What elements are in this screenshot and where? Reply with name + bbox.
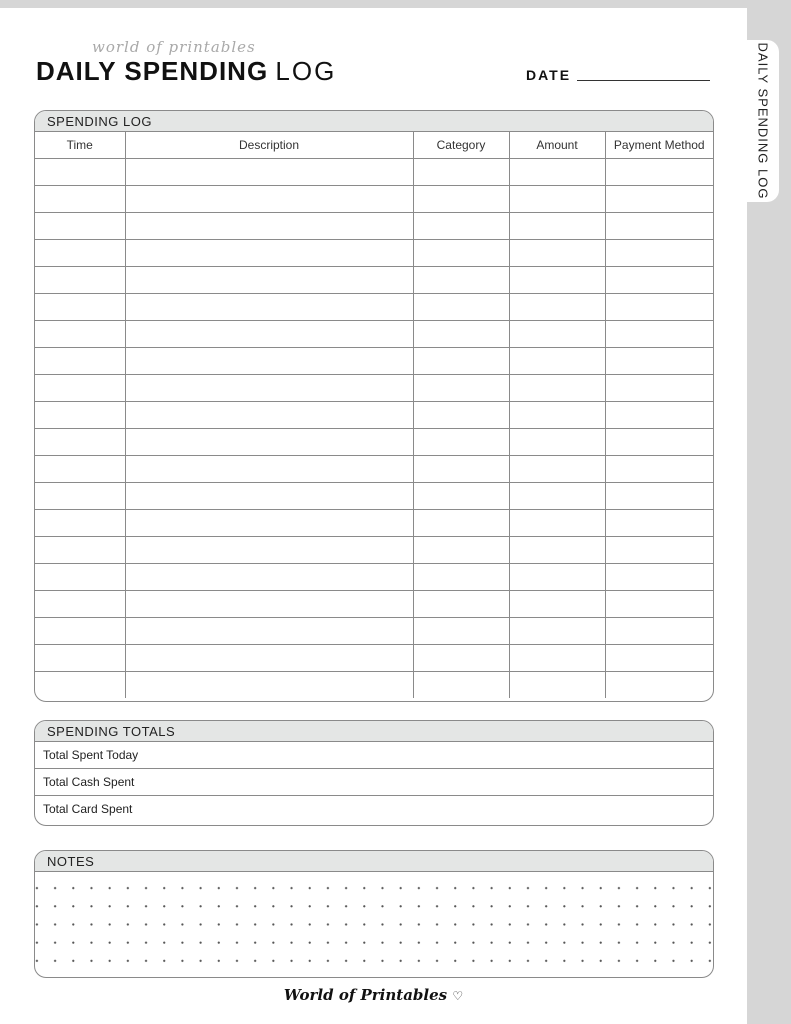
table-cell[interactable] [509,510,605,537]
table-cell[interactable] [35,510,125,537]
table-row [35,294,713,321]
table-row [35,672,713,699]
table-row [35,483,713,510]
total-spent-today-row[interactable]: Total Spent Today [35,742,713,769]
table-cell[interactable] [125,375,413,402]
side-tab-label: DAILY SPENDING LOG [755,42,771,200]
page-title-bold: DAILY SPENDING [36,56,269,86]
table-cell[interactable] [35,375,125,402]
table-cell[interactable] [605,321,713,348]
table-cell[interactable] [509,537,605,564]
table-cell[interactable] [35,402,125,429]
table-cell[interactable] [413,348,509,375]
table-cell[interactable] [35,321,125,348]
table-cell[interactable] [125,348,413,375]
table-cell[interactable] [413,645,509,672]
table-cell[interactable] [35,537,125,564]
spending-log-section [34,110,714,702]
table-row [35,240,713,267]
table-cell[interactable] [509,483,605,510]
table-row [35,618,713,645]
table-cell[interactable] [605,456,713,483]
footer-brand-text: World of Printables [283,986,448,1004]
table-cell[interactable] [509,267,605,294]
table-cell[interactable] [35,159,125,186]
table-cell[interactable] [605,348,713,375]
spending-log-header: SPENDING LOG [35,111,713,132]
brand-script-logo: world of printables [92,38,256,56]
table-cell[interactable] [509,402,605,429]
table-cell[interactable] [605,564,713,591]
table-cell[interactable] [413,267,509,294]
column-header-category: Category [413,132,509,159]
table-cell[interactable] [35,240,125,267]
column-header-time: Time [35,132,125,159]
table-cell[interactable] [125,321,413,348]
table-cell[interactable] [509,294,605,321]
table-cell[interactable] [413,294,509,321]
table-row [35,510,713,537]
table-cell[interactable] [509,618,605,645]
table-row [35,321,713,348]
table-cell[interactable] [125,429,413,456]
table-cell[interactable] [125,456,413,483]
table-cell[interactable] [413,321,509,348]
table-cell[interactable] [413,402,509,429]
table-cell[interactable] [509,348,605,375]
table-cell[interactable] [605,672,713,699]
table-cell[interactable] [125,618,413,645]
page-title-light: LOG [275,56,337,86]
table-cell[interactable] [605,618,713,645]
total-card-spent-row[interactable]: Total Card Spent [43,802,133,816]
table-row [35,564,713,591]
table-cell[interactable] [125,645,413,672]
table-row [35,159,713,186]
spending-log-header-row [35,132,713,159]
column-header-payment-method: Payment Method [605,132,713,159]
table-cell[interactable] [125,510,413,537]
table-cell[interactable] [509,672,605,699]
table-cell[interactable] [605,402,713,429]
table-cell[interactable] [125,294,413,321]
table-cell[interactable] [605,510,713,537]
table-cell[interactable] [413,186,509,213]
table-cell[interactable] [35,186,125,213]
table-cell[interactable] [509,321,605,348]
table-cell[interactable] [125,402,413,429]
table-cell[interactable] [35,294,125,321]
table-cell[interactable] [509,456,605,483]
table-cell[interactable] [35,672,125,699]
table-row [35,591,713,618]
table-cell[interactable] [605,159,713,186]
table-row [35,402,713,429]
table-cell[interactable] [125,564,413,591]
table-row [35,456,713,483]
table-cell[interactable] [35,483,125,510]
total-cash-spent-row[interactable]: Total Cash Spent [35,769,713,796]
table-cell[interactable] [35,213,125,240]
spending-log-body [35,159,713,699]
table-row [35,537,713,564]
table-cell[interactable] [509,159,605,186]
table-cell[interactable] [605,186,713,213]
footer-brand-logo [0,986,747,1004]
table-cell[interactable] [413,618,509,645]
table-cell[interactable] [413,537,509,564]
table-row [35,267,713,294]
table-cell[interactable] [413,213,509,240]
table-cell[interactable] [605,375,713,402]
side-tab[interactable] [747,40,779,202]
table-cell[interactable] [413,159,509,186]
spending-totals-section [34,720,714,826]
table-cell[interactable] [125,483,413,510]
table-cell[interactable] [35,591,125,618]
table-cell[interactable] [413,240,509,267]
notes-section [34,850,714,978]
table-cell[interactable] [413,375,509,402]
table-cell[interactable] [509,429,605,456]
table-cell[interactable] [35,429,125,456]
table-cell[interactable] [413,564,509,591]
table-cell[interactable] [35,564,125,591]
table-cell[interactable] [605,483,713,510]
table-row [35,645,713,672]
column-header-amount: Amount [509,132,605,159]
table-row [35,186,713,213]
table-cell[interactable] [35,348,125,375]
table-cell[interactable] [413,456,509,483]
table-cell[interactable] [509,375,605,402]
table-cell[interactable] [509,564,605,591]
column-header-description: Description [125,132,413,159]
table-cell[interactable] [35,645,125,672]
table-cell[interactable] [509,186,605,213]
table-cell[interactable] [509,213,605,240]
table-cell[interactable] [125,591,413,618]
table-row [35,375,713,402]
table-cell[interactable] [413,429,509,456]
table-cell[interactable] [413,483,509,510]
table-cell[interactable] [605,213,713,240]
spending-log-table [35,132,713,698]
table-cell[interactable] [125,159,413,186]
table-cell[interactable] [605,429,713,456]
notes-dot-grid[interactable] [35,873,713,977]
table-cell[interactable] [509,240,605,267]
heart-icon: ♡ [452,989,464,1003]
table-cell[interactable] [125,537,413,564]
table-cell[interactable] [125,672,413,699]
table-cell[interactable] [35,267,125,294]
table-cell[interactable] [605,240,713,267]
table-cell[interactable] [35,618,125,645]
table-cell[interactable] [125,267,413,294]
table-cell[interactable] [509,645,605,672]
table-cell[interactable] [125,240,413,267]
page-title [36,56,336,87]
table-cell[interactable] [605,591,713,618]
table-cell[interactable] [605,645,713,672]
date-field-line[interactable] [577,80,710,81]
table-row [35,213,713,240]
table-cell[interactable] [125,213,413,240]
table-row [35,348,713,375]
table-cell[interactable] [605,294,713,321]
table-cell[interactable] [509,591,605,618]
table-cell[interactable] [413,672,509,699]
table-cell[interactable] [605,537,713,564]
table-row [35,429,713,456]
spending-totals-header: SPENDING TOTALS [35,721,713,742]
table-cell[interactable] [125,186,413,213]
table-cell[interactable] [413,510,509,537]
date-label: DATE [526,67,572,83]
table-cell[interactable] [35,456,125,483]
table-cell[interactable] [413,591,509,618]
table-cell[interactable] [605,267,713,294]
notes-header: NOTES [35,851,713,872]
